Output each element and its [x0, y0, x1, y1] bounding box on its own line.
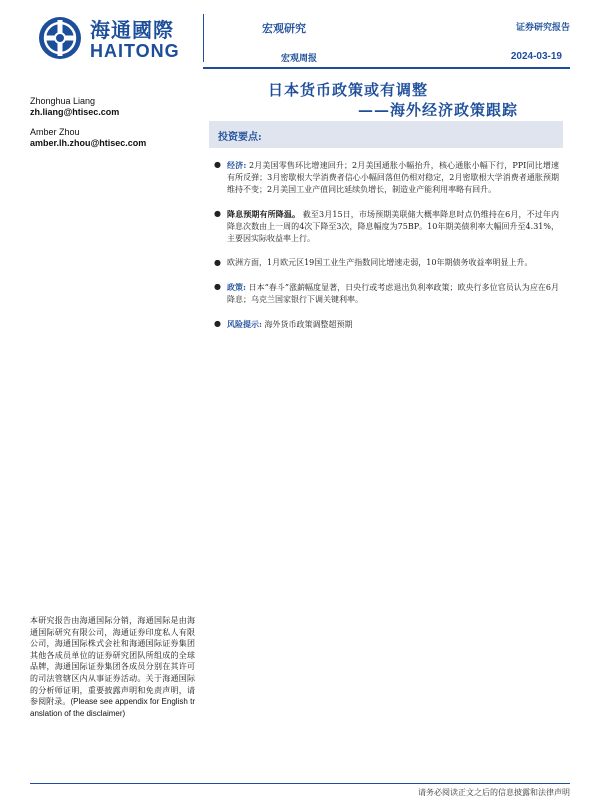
- author-block: [30, 96, 119, 117]
- bullet-text: 日本“春斗”涨薪幅度显著，日央行或考虑退出负利率政策；欧央行多位官员认为应在6月降息；乌克兰国家银行下调关键利率。: [227, 283, 560, 304]
- footer-rule: [30, 783, 570, 784]
- list-item: [214, 318, 559, 331]
- bullet-icon: ●: [214, 160, 221, 169]
- header-rule: [203, 67, 570, 69]
- bullet-label: 政策:: [227, 282, 247, 292]
- key-points-heading: 投资要点:: [218, 132, 262, 143]
- bullet-text: 海外货币政策调整超预期: [264, 320, 353, 329]
- bullet-icon: ●: [214, 209, 221, 218]
- report-date: 2024-03-19: [510, 51, 562, 62]
- key-points-list: [214, 159, 559, 343]
- author-email[interactable]: amber.lh.zhou@htisec.com: [30, 138, 147, 148]
- bullet-icon: ●: [214, 258, 221, 267]
- bullet-text: 截至3月15日，市场预期美联储大概率降息时点仍维持在6月，不过年内降息次数由上一周的4次下降至3次，降息幅度为75BP。10年期美债利率大幅回升至4.31%，主要因实际收益率上行。: [227, 210, 560, 243]
- report-subtitle: ——海外经济政策跟踪: [358, 101, 519, 119]
- disclaimer-english: (Please see appendix for English translation of the disclaimer): [30, 697, 196, 718]
- header-divider: [203, 14, 204, 62]
- disclaimer-chinese: 本研究报告由海通国际分销，海通国际是由海通国际研究有限公司，海通证券印度私人有限公司，海通国际株式会社和海通国际证券集团其他各成员单位的证券研究团队所组成的全球品牌，海通国际证券集团各成员分别在其许可的司法管辖区内从事证券活动。关于海通国际的分析师证明，重要披露声明和免责声明，请参阅附录。: [30, 616, 195, 707]
- bullet-label: 经济:: [227, 160, 247, 170]
- report-title: 日本货币政策或有调整: [268, 81, 429, 99]
- report-type: 证券研究报告: [515, 23, 570, 33]
- bullet-text: 欧洲方面，1月欧元区19国工业生产指数同比增速走弱，10年期债务收益率明显上升。: [227, 258, 533, 267]
- author-name: Amber Zhou: [30, 127, 80, 137]
- list-item: [214, 257, 559, 269]
- bullet-icon: ●: [214, 319, 221, 328]
- footer-notice: 请务必阅读正文之后的信息披露和法律声明: [418, 788, 570, 797]
- list-item: [214, 208, 559, 245]
- logo-english-name: HAITONG: [90, 41, 180, 61]
- author-email[interactable]: zh.liang@htisec.com: [30, 107, 120, 117]
- bullet-label: 降息预期有所降温。: [227, 209, 301, 219]
- bullet-icon: ●: [214, 282, 221, 291]
- logo-chinese-name: 海通國際: [90, 18, 174, 42]
- list-item: [214, 281, 559, 306]
- bullet-text: 2月美国零售环比增速回升；2月美国通胀小幅抬升，核心通胀小幅下行，PPI同比增速有所反弹；3月密歇根大学消费者信心小幅回落但仍相对稳定，2月密歇根大学消费者通胀预期维持不变；2月美国工业产值同比延续负增长，制造业产能利用率略有回升。: [227, 161, 560, 194]
- haitong-logo: [38, 14, 188, 62]
- disclaimer: [30, 615, 195, 719]
- haitong-logo-icon: [38, 16, 82, 60]
- report-subcategory: 宏观周报: [281, 54, 318, 64]
- bullet-label: 风险提示:: [227, 319, 262, 329]
- author-block: [30, 127, 146, 148]
- list-item: [214, 159, 559, 196]
- author-name: Zhonghua Liang: [30, 96, 96, 106]
- key-points-header: [209, 121, 563, 148]
- report-category: 宏观研究: [262, 22, 306, 35]
